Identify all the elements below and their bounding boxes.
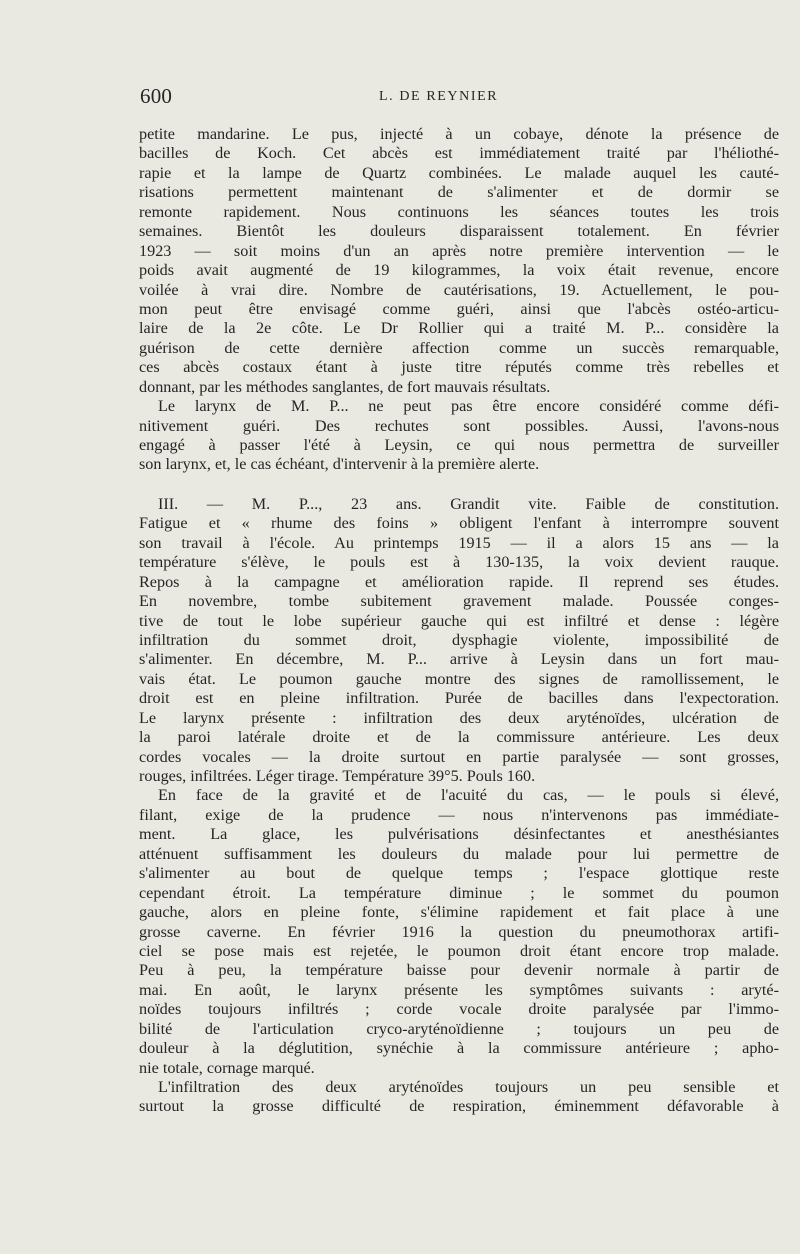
text-line: cordes vocales — la droite surtout en partie paralysée — sont grosses, bbox=[139, 747, 779, 766]
text-line: droit est en pleine infiltration. Purée de bacilles dans l'expectoration. bbox=[139, 689, 779, 708]
text-line: Peu à peu, la température baisse pour devenir normale à partir de bbox=[139, 961, 779, 980]
text-line: L'infiltration des deux aryténoïdes toujours un peu sensible et bbox=[158, 1078, 779, 1096]
text-line: rapie et la lampe de Quartz combinées. Le malade auquel les cauté- bbox=[139, 163, 779, 182]
text-line: risations permettent maintenant de s'alimenter et de dormir se bbox=[139, 183, 779, 202]
text-line: son larynx, et, le cas échéant, d'intervenir à la première alerte. bbox=[139, 455, 540, 474]
text-line: III. — M. P..., 23 ans. Grandit vite. Faible de constitution. bbox=[158, 494, 779, 513]
text-line: Le larynx présente : infiltration des deux aryténoïdes, ulcération de bbox=[139, 708, 779, 727]
text-line: En novembre, tombe subitement gravement malade. Poussée conges- bbox=[139, 592, 779, 611]
text-line: voilée à vrai dire. Nombre de cautérisations, 19. Actuellement, le pou- bbox=[139, 280, 779, 299]
text-line: poids avait augmenté de 19 kilogrammes, la voix était revenue, encore bbox=[139, 261, 779, 280]
text-line: ment. La glace, les pulvérisations désinfectantes et anesthésiantes bbox=[139, 825, 779, 844]
text-line: Le larynx de M. P... ne peut pas être encore considéré comme défi- bbox=[158, 397, 779, 416]
text-line: grosse caverne. En février 1916 la question du pneumothorax artifi- bbox=[139, 922, 779, 941]
paragraph bbox=[139, 397, 779, 475]
text-line: bacilles de Koch. Cet abcès est immédiatement traité par l'héliothé- bbox=[139, 144, 779, 163]
text-line: mon peut être envisagé comme guéri, ainsi que l'abcès ostéo-articu- bbox=[139, 299, 779, 318]
text-line: remonte rapidement. Nous continuons les séances toutes les trois bbox=[139, 202, 779, 221]
text-line: 1923 — soit moins d'un an après notre première intervention — le bbox=[139, 241, 779, 260]
text-line: s'alimenter. En décembre, M. P... arrive à Leysin dans un fort mau- bbox=[139, 650, 779, 669]
text-line: température s'élève, le pouls est à 130-135, la voix devient rauque. bbox=[139, 553, 779, 572]
text-line: laire de la 2e côte. Le Dr Rollier qui a traité M. P... considère la bbox=[139, 319, 779, 338]
paragraph bbox=[139, 495, 779, 787]
text-line: semaines. Bientôt les douleurs disparaissent totalement. En février bbox=[139, 222, 779, 241]
text-line: Repos à la campagne et amélioration rapide. Il reprend ses études. bbox=[139, 572, 779, 591]
text-line: infiltration du sommet droit, dysphagie violente, impossibilité de bbox=[139, 630, 779, 649]
text-line: vais état. Le poumon gauche montre des signes de ramollissement, le bbox=[139, 669, 779, 688]
text-line: cependant étroit. La température diminue ; le sommet du poumon bbox=[139, 883, 779, 902]
text-line: mai. En août, le larynx présente les symptômes suivants : aryté- bbox=[139, 980, 779, 999]
section-gap bbox=[139, 475, 779, 495]
text-line: ciel se pose mais est rejetée, le poumon droit étant encore trop malade. bbox=[139, 941, 779, 960]
text-line: douleur à la déglutition, synéchie à la commissure antérieure ; apho- bbox=[139, 1039, 779, 1058]
page-header bbox=[140, 84, 778, 108]
running-head: L. DE REYNIER bbox=[379, 89, 499, 104]
text-line: filant, exige de la prudence — nous n'intervenons pas immédiate- bbox=[139, 805, 779, 824]
text-line: ces abcès costaux étant à juste titre réputés comme très rebelles et bbox=[139, 358, 779, 377]
text-line: guérison de cette dernière affection comme un succès remarquable, bbox=[139, 338, 779, 357]
page-number: 600 bbox=[140, 84, 173, 108]
text-line: noïdes toujours infiltrés ; corde vocale droite paralysée par l'immo- bbox=[139, 1000, 779, 1019]
text-line: son travail à l'école. Au printemps 1915 — il a alors 15 ans — la bbox=[139, 533, 779, 552]
text-line: atténuent suffisamment les douleurs du malade pour lui permettre de bbox=[139, 844, 779, 863]
text-line: Fatigue et « rhume des foins » obligent l'enfant à interrompre souvent bbox=[139, 514, 779, 533]
paragraph bbox=[139, 1078, 779, 1117]
paragraph bbox=[139, 786, 779, 1078]
text-line: surtout la grosse difficulté de respiration, éminemment défavorable à bbox=[139, 1097, 779, 1116]
text-line: engagé à passer l'été à Leysin, ce qui nous permettra de surveiller bbox=[139, 436, 779, 454]
body-text bbox=[139, 125, 779, 1117]
text-line: s'alimenter au bout de quelque temps ; l'espace glottique reste bbox=[139, 864, 779, 883]
text-line: donnant, par les méthodes sanglantes, de fort mauvais résultats. bbox=[139, 377, 551, 396]
text-line: bilité de l'articulation cryco-aryténoïdienne ; toujours un peu de bbox=[139, 1019, 779, 1038]
text-line: rouges, infiltrées. Léger tirage. Température 39°5. Pouls 160. bbox=[139, 767, 536, 785]
text-line: nie totale, cornage marqué. bbox=[139, 1058, 315, 1077]
text-line: En face de la gravité et de l'acuité du cas, — le pouls si élevé, bbox=[158, 786, 779, 805]
text-line: petite mandarine. Le pus, injecté à un cobaye, dénote la présence de bbox=[139, 125, 779, 143]
text-line: la paroi latérale droite et de la commissure antérieure. Les deux bbox=[139, 728, 779, 747]
text-line: tive de tout le lobe supérieur gauche qui est infiltré et dense : légère bbox=[139, 611, 779, 630]
paragraph bbox=[139, 125, 779, 397]
text-line: gauche, alors en pleine fonte, s'élimine rapidement et fait place à une bbox=[139, 903, 779, 922]
text-line: nitivement guéri. Des rechutes sont possibles. Aussi, l'avons-nous bbox=[139, 416, 779, 435]
